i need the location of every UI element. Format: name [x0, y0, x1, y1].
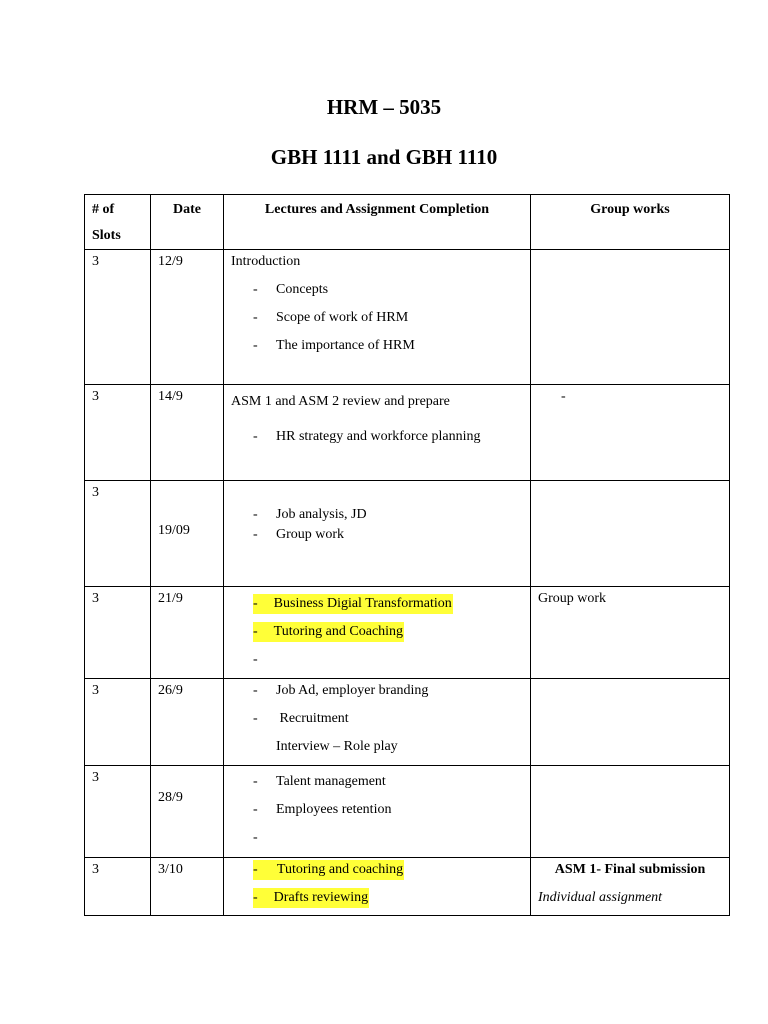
lecture-item: - [253, 830, 258, 845]
cell-group [531, 250, 730, 385]
header-lectures: Lectures and Assignment Completion [224, 195, 531, 250]
cell-lectures [224, 250, 531, 385]
table-row [85, 385, 730, 481]
header-slots: # of Slots [85, 195, 151, 250]
lecture-item-highlighted: - Business Digial Transformation [231, 594, 523, 622]
schedule-table [84, 194, 730, 916]
cell-slots: 3 [85, 679, 151, 766]
cell-lectures [224, 766, 531, 858]
cell-lectures [224, 481, 531, 587]
cell-slots: 3 [85, 250, 151, 385]
cell-slots: 3 [85, 858, 151, 916]
cell-date: 19/09 [151, 481, 224, 587]
cell-date: 3/10 [151, 858, 224, 916]
cell-lectures [224, 858, 531, 916]
lecture-item: - Concepts [253, 282, 329, 297]
lecture-item: - Group work [253, 527, 345, 542]
lecture-item: - HR strategy and workforce planning [253, 429, 481, 444]
cell-group [531, 481, 730, 587]
lecture-item: - Talent management [253, 774, 386, 789]
header-date: Date [151, 195, 224, 250]
table-row [85, 766, 730, 858]
lecture-item-highlighted: - Drafts reviewing [231, 888, 523, 910]
cell-slots: 3 [85, 385, 151, 481]
cell-group [531, 766, 730, 858]
table-row [85, 481, 730, 587]
lecture-intro: Introduction [231, 254, 301, 269]
lecture-item: - Job analysis, JD [253, 507, 367, 522]
lecture-item-highlighted: - Tutoring and Coaching [231, 622, 523, 650]
table-row [85, 250, 730, 385]
cell-group [531, 679, 730, 766]
individual-assignment-label: Individual assignment [538, 890, 663, 905]
cell-group: - [531, 385, 730, 481]
lecture-item: - Recruitment [253, 711, 349, 726]
cell-date: 21/9 [151, 587, 224, 679]
lecture-item: - Scope of work of HRM [253, 310, 409, 325]
lecture-item: - The importance of HRM [253, 338, 415, 353]
lecture-item: - Employees retention [253, 802, 392, 817]
cell-date: 26/9 [151, 679, 224, 766]
cell-date: 28/9 [151, 766, 224, 858]
lecture-intro: ASM 1 and ASM 2 review and prepare [231, 394, 450, 409]
lecture-extra: Interview – Role play [276, 739, 398, 754]
cell-date: 14/9 [151, 385, 224, 481]
cell-group [531, 858, 730, 916]
table-row [85, 679, 730, 766]
lecture-item: - [253, 652, 258, 667]
cell-group: Group work [531, 587, 730, 679]
document-subtitle: GBH 1111 and GBH 1110 [270, 145, 498, 169]
cell-lectures [224, 385, 531, 481]
final-submission-label: ASM 1- Final submission [554, 862, 706, 877]
table-row [85, 587, 730, 679]
lecture-item: - Job Ad, employer branding [253, 683, 429, 698]
header-group-works: Group works [531, 195, 730, 250]
table-row [85, 858, 730, 916]
table-header-row [85, 195, 730, 250]
cell-lectures [224, 679, 531, 766]
cell-slots: 3 [85, 587, 151, 679]
document-title: HRM – 5035 [326, 95, 442, 119]
cell-lectures [224, 587, 531, 679]
cell-date: 12/9 [151, 250, 224, 385]
cell-slots: 3 [85, 481, 151, 587]
cell-slots: 3 [85, 766, 151, 858]
lecture-item-highlighted: - Tutoring and coaching [231, 860, 523, 888]
